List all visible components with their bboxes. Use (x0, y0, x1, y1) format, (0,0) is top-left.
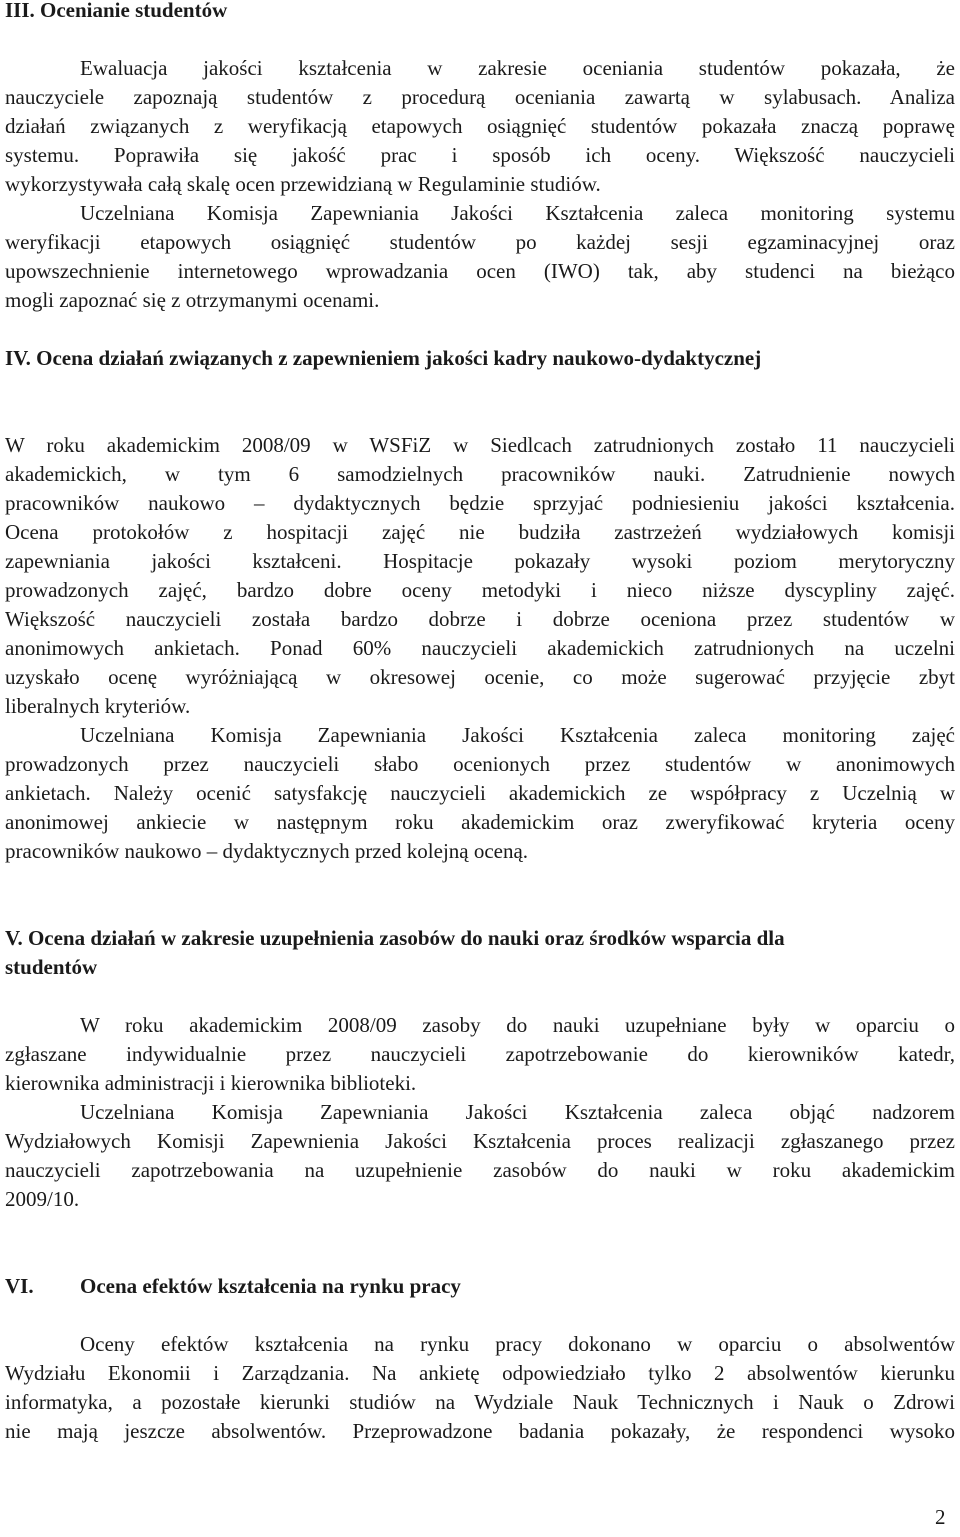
paragraph-line: Uczelniana Komisja Zapewniania Jakości Kształcenia zaleca monitoring zajęć (80, 723, 955, 747)
paragraph-line: kierownika administracji i kierownika biblioteki. (5, 1071, 417, 1095)
section-heading: III. Ocenianie studentów (5, 0, 228, 22)
paragraph-line: prowadzonych zajęć, bardzo dobre oceny metodyki i nieco niższe dyscypliny zajęć. (5, 578, 955, 602)
paragraph-line: upowszechnienie internetowego wprowadzania ocen (IWO) tak, aby studenci na bieżąco (5, 259, 955, 283)
paragraph-line: pracowników naukowo – dydaktycznych będzie sprzyjać podniesieniu jakości kształcenia. (5, 491, 955, 515)
paragraph-line: liberalnych kryteriów. (5, 694, 191, 718)
section-heading: IV. Ocena działań związanych z zapewnieniem jakości kadry naukowo-dydaktycznej (5, 346, 762, 370)
section-heading-continued: studentów (5, 955, 98, 979)
paragraph-line: akademickich, w tym 6 samodzielnych pracowników nauki. Zatrudnienie nowych (5, 462, 955, 486)
paragraph-line: W roku akademickim 2008/09 w WSFiZ w Siedlcach zatrudnionych zostało 11 nauczycieli (5, 433, 955, 457)
paragraph-line: W roku akademickim 2008/09 zasoby do nauki uzupełniane były w oparciu o (80, 1013, 955, 1037)
paragraph-line: anonimowych ankietach. Ponad 60% nauczycieli akademickich zatrudnionych na uczelni (5, 636, 955, 660)
paragraph-line: ankietach. Należy ocenić satysfakcję nauczycieli akademickich ze współpracy z Uczelnią w (5, 781, 955, 805)
paragraph-line: Uczelniana Komisja Zapewniania Jakości Kształcenia zaleca objąć nadzorem (80, 1100, 955, 1124)
paragraph-line: uzyskało ocenę wyróżniającą w okresowej ocenie, co może sugerować przyjęcie zbyt (5, 665, 955, 689)
paragraph-line: weryfikacji etapowych osiągnięć studentów po każdej sesji egzaminacyjnej oraz (5, 230, 955, 254)
section-heading: V. Ocena działań w zakresie uzupełnienia zasobów do nauki oraz środków wsparcia dla (5, 926, 785, 950)
paragraph-line: pracowników naukowo – dydaktycznych przed kolejną oceną. (5, 839, 529, 863)
paragraph-line: informatyka, a pozostałe kierunki studiów na Wydziale Nauk Technicznych i Nauk o Zdrowi (5, 1390, 955, 1414)
paragraph-line: nie mają jeszcze absolwentów. Przeprowadzone badania pokazały, że respondenci wysoko (5, 1419, 955, 1443)
paragraph-line: prowadzonych przez nauczycieli słabo ocenionych przez studentów w anonimowych (5, 752, 955, 776)
section-heading: Ocena efektów kształcenia na rynku pracy (80, 1274, 461, 1298)
paragraph-line: nauczycieli zapotrzebowania na uzupełnienie zasobów do nauki w roku akademickim (5, 1158, 955, 1182)
paragraph-line: działań związanych z weryfikacją etapowych osiągnięć studentów pokazała znaczą poprawę (5, 114, 955, 138)
paragraph-line: wykorzystywała całą skalę ocen przewidzianą w Regulaminie studiów. (5, 172, 601, 196)
paragraph-line: Oceny efektów kształcenia na rynku pracy dokonano w oparciu o absolwentów (80, 1332, 955, 1356)
paragraph-line: Uczelniana Komisja Zapewniania Jakości Kształcenia zaleca monitoring systemu (80, 201, 955, 225)
paragraph-line: nauczyciele zapoznają studentów z procedurą oceniania zawartą w sylabusach. Analiza (5, 85, 955, 109)
paragraph-line: zapewniania jakości kształceni. Hospitacje pokazały wysoki poziom merytoryczny (5, 549, 955, 573)
paragraph-line: Ocena protokołów z hospitacji zajęć nie budziła zastrzeżeń wydziałowych komisji (5, 520, 955, 544)
paragraph-line: systemu. Poprawiła się jakość prac i sposób ich oceny. Większość nauczycieli (5, 143, 955, 167)
page-number: 2 (935, 1505, 946, 1529)
paragraph-line: mogli zapoznać się z otrzymanymi ocenami. (5, 288, 380, 312)
paragraph-line: anonimowej ankiecie w następnym roku akademickim oraz zweryfikować kryteria oceny (5, 810, 955, 834)
paragraph-line: Większość nauczycieli została bardzo dobrze i dobrze oceniona przez studentów w (5, 607, 955, 631)
paragraph-line: Wydziałowych Komisji Zapewnienia Jakości Kształcenia proces realizacji zgłaszanego przez (5, 1129, 955, 1153)
paragraph-line: zgłaszane indywidualnie przez nauczycieli zapotrzebowanie do kierowników katedr, (5, 1042, 955, 1066)
paragraph-line: 2009/10. (5, 1187, 80, 1211)
paragraph-line: Ewaluacja jakości kształcenia w zakresie oceniania studentów pokazała, że (80, 56, 955, 80)
paragraph-line: Wydziału Ekonomii i Zarządzania. Na ankietę odpowiedziało tylko 2 absolwentów kierunku (5, 1361, 955, 1385)
section-number: VI. (5, 1274, 34, 1298)
